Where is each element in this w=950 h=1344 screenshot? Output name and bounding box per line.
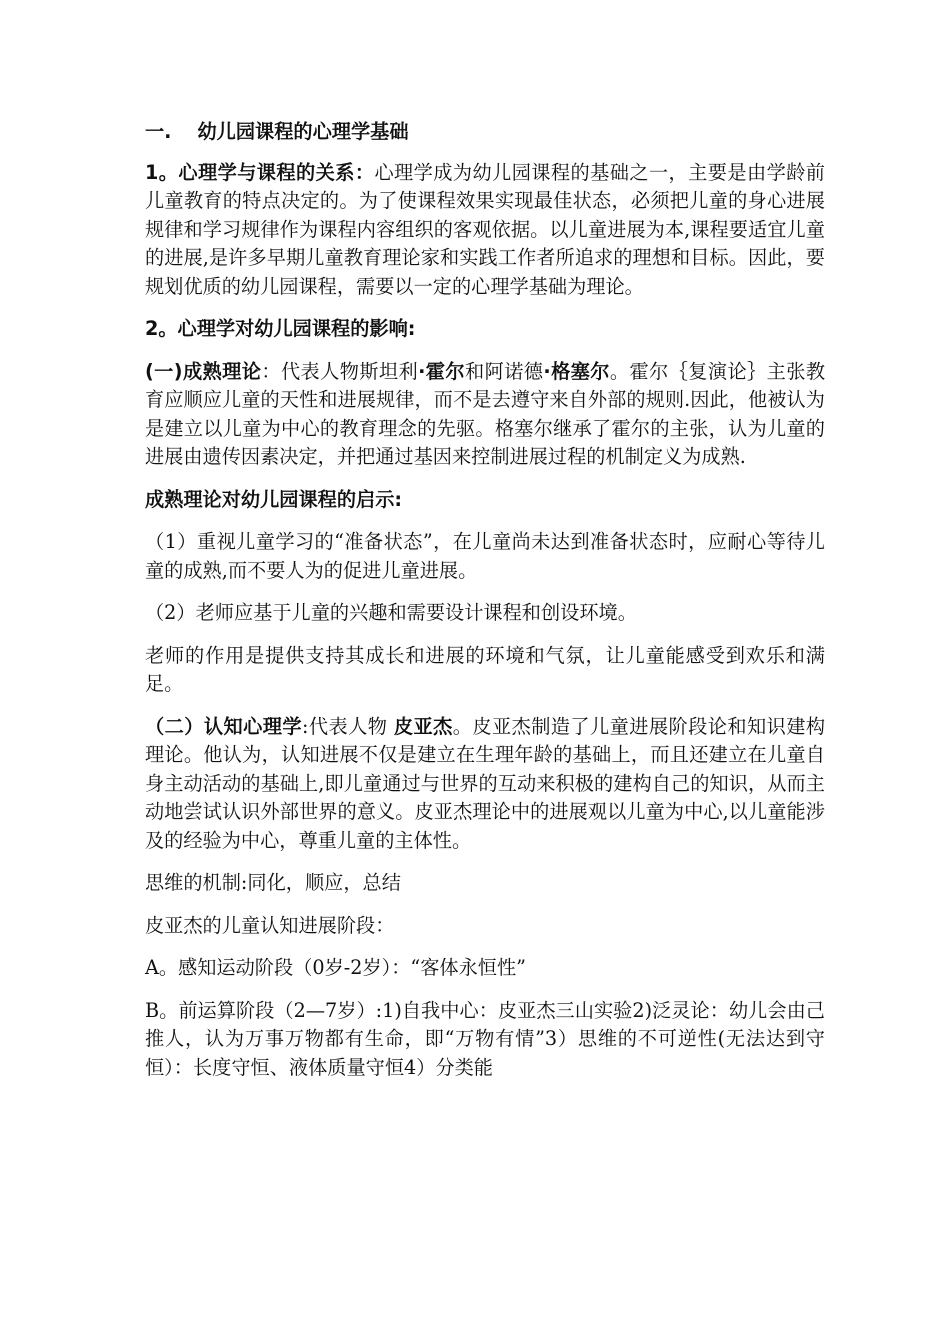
paragraph-label: （二）认知心理学 [145, 714, 302, 738]
person-name-piaget: 皮亚杰 [393, 714, 453, 738]
paragraph-label: (一)成熟理论 [145, 359, 262, 383]
paragraph-text: 心理学成为幼儿园课程的基础之一，主要是由学龄前儿童教育的特点决定的。为了使课程效果实现最佳状态，必须把儿童的身心进展规律和学习规律作为课程内容组织的客观依据。以儿童进展为本,课程要适宜儿童的进展,是许多早期儿童教育理论家和实践工作者所追求的理想和目标。因此，要规划优质的幼儿园课程，需要以一定的心理学基础为理论。 [145, 160, 825, 298]
paragraph-text: 和阿诺德 [465, 359, 544, 383]
paragraph-label: 2。心理学对幼儿园课程的影响: [145, 317, 416, 340]
document-page [145, 118, 825, 1096]
paragraph-maturation-implications-heading [145, 486, 825, 515]
section-heading [145, 118, 825, 147]
paragraph-label: 1。心理学与课程的关系： [145, 160, 375, 184]
paragraph-text: ：代表人物斯坦利 [261, 359, 419, 383]
paragraph-stage-a: A。感知运动阶段（0岁-2岁）：“客体永恒性” [145, 956, 526, 979]
paragraph-implication-2: （2）老师应基于儿童的兴趣和需要设计课程和创设环境。 [145, 601, 637, 624]
person-name-hall: ·霍尔 [418, 359, 465, 383]
paragraph-stage-b: B。前运算阶段（2—7岁）:1)自我中心：皮亚杰三山实验2)泛灵论：幼儿会由己推人，认为万事万物都有生命，即“万物有情”3）思维的不可逆性(无法达到守恒）：长度守恒、液体质量守恒4）分类能 [145, 998, 825, 1079]
paragraph-implication-1: （1）重视儿童学习的“准备状态”，在儿童尚未达到准备状态时，应耐心等待儿童的成熟,而不要人为的促进儿童进展。 [145, 530, 825, 582]
paragraph-maturation-theory [145, 358, 825, 472]
paragraph-influence-heading [145, 315, 825, 344]
section-number: 一. [145, 120, 172, 143]
paragraph-cognitive-psychology [145, 713, 825, 856]
section-title: 幼儿园课程的心理学基础 [197, 120, 409, 143]
paragraph-thinking-mechanism: 思维的机制:同化，顺应，总结 [145, 871, 401, 894]
person-name-gesell: ·格塞尔 [543, 359, 610, 383]
paragraph-piaget-stages-heading: 皮亚杰的儿童认知进展阶段： [145, 913, 395, 937]
paragraph-relationship [145, 159, 825, 302]
paragraph-label: 成熟理论对幼儿园课程的启示: [145, 487, 403, 511]
paragraph-text: 。霍尔｛复演论｝主张教育应顺应儿童的天性和进展规律，而不是去遵守来自外部的规则.因此，他被认为是建立以儿童为中心的教育理念的先驱。格塞尔继承了霍尔的主张，认为儿童的进展由遗传因素决定，并把通过基因来控制进展过程的机制定义为成熟. [145, 359, 826, 468]
paragraph-text: :代表人物 [301, 714, 394, 738]
paragraph-text: 。皮亚杰制造了儿童进展阶段论和知识建构理论。他认为，认知进展不仅是建立在生理年龄的基础上，而且还建立在儿童自身主动活动的基础上,即儿童通过与世界的互动来积极的建构自己的知识，从而主动地尝试认识外部世界的意义。皮亚杰理论中的进展观以儿童为中心,以儿童能涉及的经验为中心，尊重儿童的主体性。 [145, 714, 826, 852]
paragraph-teacher-role: 老师的作用是提供支持其成长和进展的环境和气氛，让儿童能感受到欢乐和满足。 [145, 643, 825, 695]
